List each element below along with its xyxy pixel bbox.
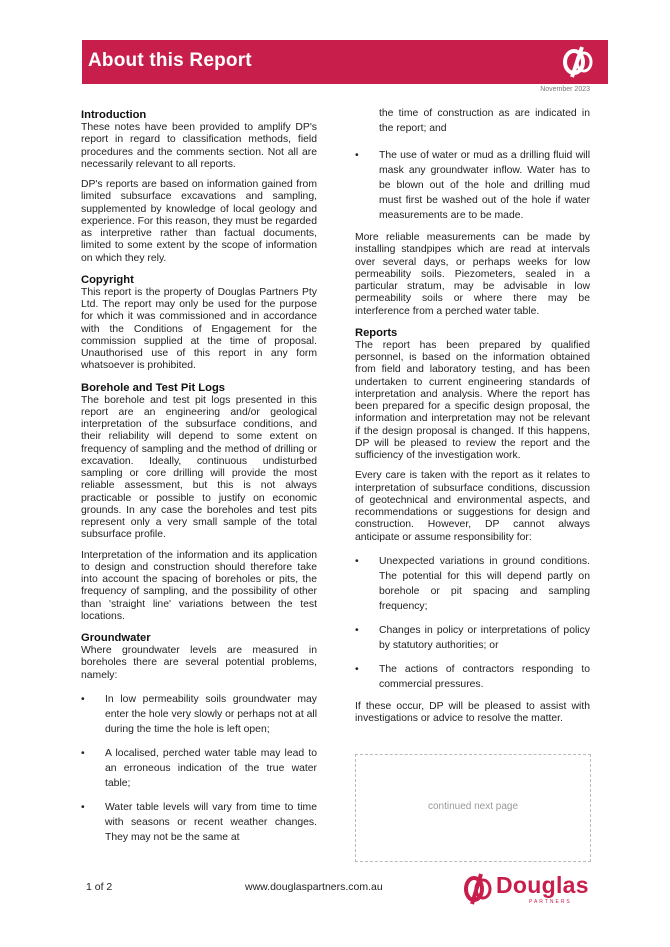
list-item-continued: the time of construction as are indicated in the report; and: [379, 108, 590, 134]
intro-paragraph-1: These notes have been provided to amplify DP's report in regard to classification methods, field procedures and the comments section. Not all are necessarily relevant to all reports.: [81, 122, 317, 170]
groundwater-paragraph-2: More reliable measurements can be made by installing standpipes which are read at intervals over several days, or perhaps weeks for low permeability soils. Piezometers, sealed in a particular stratum, may be advisable in low permeability soils or where there may be interference from a perched water table.: [355, 232, 590, 317]
reports-bullets: [355, 554, 590, 692]
logs-paragraph-1: The borehole and test pit logs presented in this report are an engineering and/or geological interpretation of the subsurface conditions, and their reliability will depend to some extent on frequency of sampling and the method of drilling or excavation. Ideally, continuous undisturbed sampling or core drilling will provide the most reliable assessment, but this is not always practicable or possible to justify on economic grounds. In any case the boreholes and test pits represent only a very small sample of the total subsurface profile.: [81, 394, 317, 541]
list-item: • The use of water or mud as a drilling fluid will mask any groundwater inflow. Water has to be blown out of the hole and drilling mud must first be washed out of the hole if water measurements are to be made.: [355, 148, 590, 223]
continued-box: [355, 754, 591, 862]
reports-heading: Reports: [355, 326, 398, 339]
continued-label: continued next page: [427, 801, 519, 812]
groundwater-paragraph: Where groundwater levels are measured in boreholes there are several potential problems, namely:: [81, 645, 317, 681]
logo-subtitle: PARTNERS: [529, 899, 572, 905]
intro-paragraph-2: DP's reports are based on information gained from limited subsurface excavations and sampling, supplemented by knowledge of local geology and experience. For this reason, they must be regarded as interpretive rather than factual documents, limited to some extent by the scope of information on which they rely.: [81, 179, 317, 264]
groundwater-bullets: [81, 692, 317, 845]
reports-paragraph-2: Every care is taken with the report as it relates to interpretation of subsurface conditions, discussion of geotechnical and environmental aspects, and recommendations or suggestions for design and construction. However, DP cannot always anticipate or assume responsibility for:: [355, 470, 590, 543]
dp-logo-icon: [560, 44, 596, 80]
intro-heading: Introduction: [81, 109, 147, 121]
report-date: November 2023: [540, 86, 590, 93]
list-item: • The actions of contractors responding to commercial pressures.: [355, 662, 590, 692]
reports-paragraph-1: The report has been prepared by qualified personnel, is based on the information obtained from field and laboratory testing, and has been undertaken to current engineering standards of interpretation and analysis. Where the report has been prepared for a specific design proposal, the information and interpretation may not be relevant if the design proposal is changed. If this happens, DP will be pleased to review the report and the sufficiency of the investigation work.: [355, 339, 590, 461]
copyright-paragraph: This report is the property of Douglas Partners Pty Ltd. The report may only be used for the purpose for which it was commissioned and in accordance with the Conditions of Engagement for the commission supplied at the time of proposal. Unauthorised use of this report in any form whatsoever is prohibited.: [81, 286, 317, 372]
page-number: 1 of 2: [86, 881, 113, 893]
title-banner: [82, 40, 608, 84]
list-item: • Unexpected variations in ground conditions. The potential for this will depend partly on borehole or pit spacing and sampling frequency;: [355, 554, 590, 614]
left-column: [81, 108, 317, 854]
list-item: • A localised, perched water table may lead to an erroneous indication of the true water table;: [81, 746, 317, 791]
groundwater-bullets-continued: [355, 106, 590, 223]
website-link[interactable]: www.douglaspartners.com.au: [245, 881, 383, 893]
logs-paragraph-2: Interpretation of the information and its application to design and construction should therefore take into account the spacing of boreholes or pits, the frequency of sampling, and the possibility of other than 'straight line' variations between the test locations.: [81, 549, 317, 622]
list-item: • Changes in policy or interpretations of policy by statutory authorities; or: [355, 623, 590, 653]
logs-heading: Borehole and Test Pit Logs: [81, 381, 225, 394]
logo-wordmark: Douglas: [496, 872, 589, 898]
copyright-heading: Copyright: [81, 273, 134, 286]
list-item: • Water table levels will vary from time to time with seasons or recent weather changes. They may not be the same at: [81, 800, 317, 845]
right-column: [355, 106, 590, 733]
page-title: About this Report: [88, 50, 252, 71]
dp-mark-icon: [462, 872, 494, 906]
douglas-partners-logo: [462, 870, 592, 908]
list-item: • In low permeability soils groundwater may enter the hole very slowly or perhaps not at all during the time the hole is left open;: [81, 692, 317, 737]
reports-paragraph-3: If these occur, DP will be pleased to assist with investigations or advice to resolve the matter.: [355, 700, 590, 724]
groundwater-heading: Groundwater: [81, 632, 151, 644]
